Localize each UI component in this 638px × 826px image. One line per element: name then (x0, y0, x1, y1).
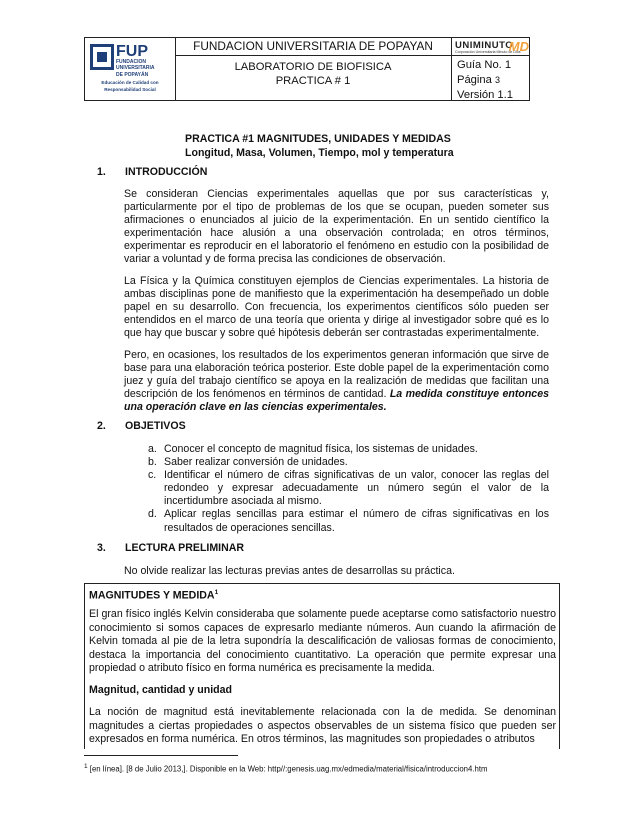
intro-paragraph-3: Pero, en ocasiones, los resultados de los experimentos generan información que sirve de base para una elaboración teórica posterior. Este doble papel de la experimentación como juez y guía del trabajo científico se apoya en la realización de medidas que facilitan una descripción de los fenómenos en términos de cantidad. La medida constituye entonces una operación clave en las ciencias experimentales. (124, 349, 549, 414)
uniminuto-logo: UNIMINUTO Corporación Universitaria Minuto de Dios MD (455, 39, 529, 54)
list-item: a. Conocer el concepto de magnitud física, los sistemas de unidades. (148, 443, 478, 455)
box-subheading: Magnitud, cantidad y unidad (89, 684, 233, 696)
box-paragraph-1: El gran físico inglés Kelvin consideraba que solamente puede aceptarse como satisfactorio nuestro conocimiento si somos capaces de expresarlo mediante números. Aun cuando la afirmación de Kelvin tomada al pie de la letra supondría la descalificación de valiosas formas de conocimiento, destaca la importancia del conocimiento cuantitativo. La operación que permite expresar una propiedad o atributo físico en forma numérica es precisamente la medida. (89, 608, 556, 675)
fup-emblem-icon (90, 44, 114, 70)
footnote: $^1$ [en línea]. [8 de Julio 2013,]. Disponible en la Web: http//:genesis.uag.mx/edmedia/material/fisica/introduccion4.htm (84, 763, 488, 774)
fup-logo: FUP FUNDACION UNIVERSITARIA DE POPAYÁN Educación de Calidad con Responsabilidad Social (90, 44, 170, 93)
list-item: d. Aplicar reglas sencillas para estimar el número de cifras significativas en los resultados de operaciones sencillas. (148, 508, 549, 534)
practice-title: PRACTICA #1 MAGNITUDES, UNIDADES Y MEDIDAS Longitud, Masa, Volumen, Tiempo, mol y temperatura (185, 133, 454, 159)
document-meta (457, 58, 513, 103)
header-table (84, 37, 530, 101)
intro-emphasis: La medida constituye entonces una operación clave en las ciencias experimentales. (124, 388, 549, 414)
objectives-list (148, 443, 549, 535)
lab-title: LABORATORIO DE BIOFISICA PRACTICA # 1 (234, 61, 392, 87)
lectura-text: No olvide realizar las lecturas previas antes de desarrollas su práctica. (124, 565, 455, 577)
page-number: Página 3 (457, 74, 500, 86)
organization-name: FUNDACION UNIVERSITARIA DE POPAYAN (193, 39, 433, 53)
intro-paragraph-1: Se consideran Ciencias experimentales aquellas que por sus características y, particularmente por el tipo de problemas de los que se ocupan, pueden someter sus afirmaciones o enunciados al juicio de la experimentación. En un sentido científico la experimentación hace alusión a una observación controlada; en otros términos, experimentar es reproducir en el laboratorio el fenómeno en estudio con la posibilidad de variar a voluntad y de forma precisa las condiciones de observación. (124, 188, 549, 266)
guide-number: Guía No. 1 (457, 59, 512, 71)
box-paragraph-2: La noción de magnitud está inevitablemente relacionada con la de medida. Se denominan magnitudes a ciertas propiedades o aspectos observables de un sistema físico que pueden ser expresados en forma numérica. En otros términos, las magnitudes son propiedades o atributos (89, 706, 556, 746)
section-heading-intro: 1. INTRODUCCIÓN (97, 166, 208, 178)
footnote-ref: 1 (214, 589, 219, 596)
intro-paragraph-2: La Física y la Química constituyen ejemplos de Ciencias experimentales. La historia de ambas disciplinas pone de manifiesto que la experimentación ha desempeñado un doble papel en su desarrollo. Con frecuencia, los experimentos científicos sólo pueden ser entendidos en el marco de una teoría que orienta y dirige al investigador sobre qué es lo que hay que buscar y sobre qué hipótesis deberán ser contrastadas experimentalmente. (124, 275, 549, 340)
footnote-divider (84, 755, 238, 756)
list-item: c. Identificar el número de cifras significativas de un valor, conocer las reglas del redondeo y expresar adecuadamente un número según el valor de la incertidumbre asociada al mismo. (148, 469, 549, 508)
section-heading-objetivos: 2. OBJETIVOS (97, 420, 186, 432)
box-heading: MAGNITUDES Y MEDIDA$^1$ (89, 589, 219, 602)
version: Versión 1.1 (457, 89, 513, 101)
list-item: b. Saber realizar conversión de unidades. (148, 456, 348, 469)
section-heading-lectura: 3. LECTURA PRELIMINAR (97, 542, 245, 554)
reading-box (84, 583, 560, 749)
